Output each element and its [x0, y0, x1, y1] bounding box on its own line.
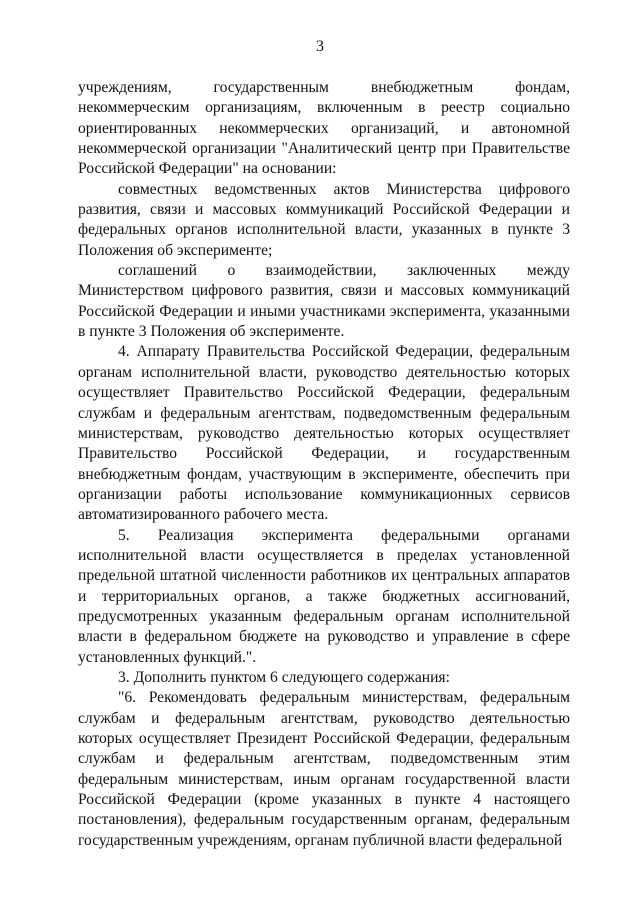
page-number: 3 — [316, 38, 324, 55]
paragraph-item-6: "6. Рекомендовать федеральным министерствам, федеральным службам и федеральным агентствам, руководство деятельностью которых осуществляет Президент Российской Федерации, федеральным службам и федеральным агентствам, подведомственным этим федеральным министерствам, иным органам государственной власти Российской Федерации (кроме указанных в пункте 4 настоящего постановления), федеральным государственным органам, федеральным государственным учреждениям, органам публичной власти федеральной — [78, 689, 570, 849]
document-body — [78, 78, 570, 851]
paragraph-agreements: соглашений о взаимодействии, заключенных между Министерством цифрового развития, связи и массовых коммуникаций Российской Федерации и иными участниками эксперимента, указанными в пункте 3 Положения об эксперименте. — [78, 262, 570, 341]
paragraph-item-5: 5. Реализация эксперимента федеральными органами исполнительной власти осуществляется в пределах установленной предельной штатной численности работников их центральных аппаратов и территориальных органов, а также бюджетных ассигнований, предусмотренных указанным федеральным органам исполнительной власти в федеральном бюджете на руководство и управление в сфере установленных функций.". — [78, 526, 570, 666]
paragraph-continuation: учреждениям, государственным внебюджетным фондам, некоммерческим организациям, включенным в реестр социально ориентированных некоммерческих организаций, и автономной некоммерческой организации "Аналитический центр при Правительстве Российской Федерации" на основании: — [78, 79, 570, 178]
paragraph-amendment-3: 3. Дополнить пунктом 6 следующего содержания: — [118, 668, 450, 686]
paragraph-item-4: 4. Аппарату Правительства Российской Федерации, федеральным органам исполнительной власти, руководство деятельностью которых осуществляет Правительство Российской Федерации, федеральным службам и федеральным агентствам, подведомственным федеральным министерствам, руководство деятельностью которых осуществляет Правительство Российской Федерации, и государственным внебюджетным фондам, участвующим в эксперименте, обеспечить при организации работы использование коммуникационных сервисов автоматизированного рабочего места. — [78, 343, 570, 524]
paragraph-joint-acts: совместных ведомственных актов Министерства цифрового развития, связи и массовых коммуникаций Российской Федерации и федеральных органов исполнительной власти, указанных в пункте 3 Положения об эксперименте; — [78, 180, 570, 259]
